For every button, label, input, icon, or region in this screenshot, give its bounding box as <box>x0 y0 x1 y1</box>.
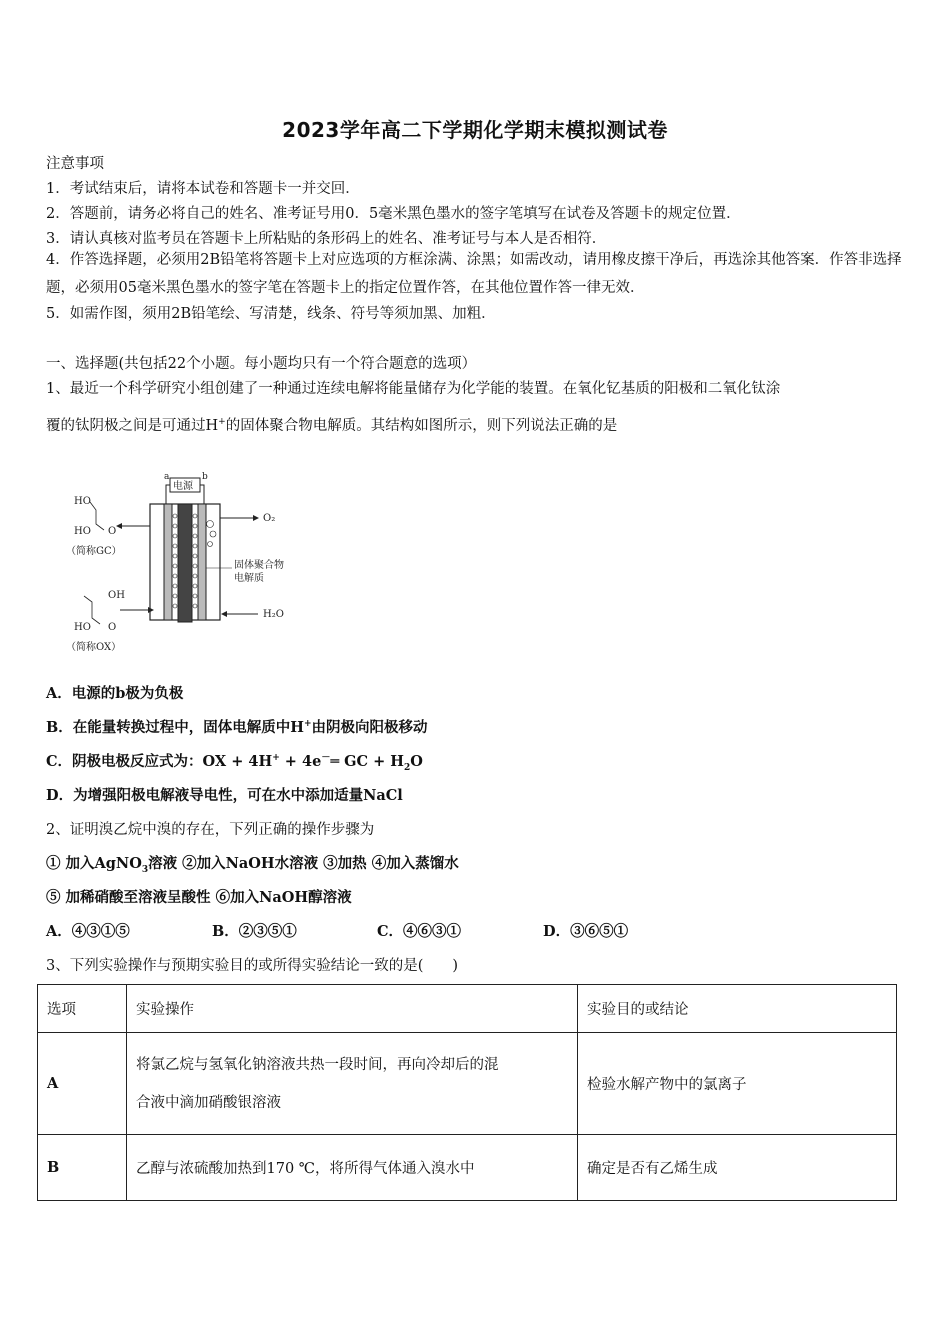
q2-option-d: D．③⑥⑤① <box>543 923 629 940</box>
q1-option-b: B．在能量转换过程中，固体电解质中H+由阴极向阳极移动 <box>46 719 428 736</box>
o2-label: O₂ <box>263 513 276 524</box>
ox-bonds <box>84 596 100 624</box>
q1-option-c: C．阴极电极反应式为：OX + 4H+ + 4e－═ GC + $H_2O$ <box>46 753 423 773</box>
q2-steps-line1: ① 加入AgNO$_3$溶液 ②加入NaOH水溶液 ③加热 ④加入蒸馏水 <box>46 855 459 875</box>
q1-stem-line1: 1、最近一个科学研究小组创建了一种通过连续电解将能量储存为化学能的装置。在氧化钇基质的阳极和二氧化钛涂 <box>46 381 781 397</box>
anode <box>198 504 206 620</box>
cathode <box>164 504 172 620</box>
row-a-result: 检验水解产物中的氯离子 <box>578 1033 897 1135</box>
h2o-label: H₂O <box>263 609 284 620</box>
row-b-option: B <box>38 1135 127 1201</box>
section-heading: 一、选择题(共包括22个小题。每小题均只有一个符合题意的选项） <box>46 356 477 372</box>
notice-item-3: 3．请认真核对监考员在答题卡上所粘贴的条形码上的姓名、准考证号与本人是否相符． <box>46 231 607 247</box>
q3-stem: 3、下列实验操作与预期实验目的或所得实验结论一致的是( ) <box>46 958 459 974</box>
membrane <box>178 504 192 622</box>
header-option: 选项 <box>38 985 127 1033</box>
electrolyte-label-2: 电解质 <box>234 573 264 584</box>
ox-oh-label: OH <box>108 590 125 601</box>
gc-ho-label: HO <box>74 496 91 507</box>
q2-option-a: A．④③①⑤ <box>46 923 130 940</box>
q2-option-c: C．④⑥③① <box>377 923 462 940</box>
table-row <box>38 1033 897 1135</box>
table-row <box>38 1135 897 1201</box>
row-b-result: 确定是否有乙烯生成 <box>578 1135 897 1201</box>
ox-ho-label: HO <box>74 622 91 633</box>
q1-option-d: D．为增强阳极电解液导电性，可在水中添加适量NaCl <box>46 787 403 804</box>
notice-item-1: 1．考试结束后，请将本试卷和答题卡一并交回． <box>46 181 360 197</box>
gc-ho2-label: HO <box>74 526 91 537</box>
ox-o-label: O <box>108 622 117 633</box>
power-label: 电源 <box>173 481 193 492</box>
notice-heading: 注意事项 <box>46 156 104 172</box>
page-title: 2023学年高二下学期化学期末模拟测试卷 <box>282 118 668 142</box>
q2-steps-line2: ⑤ 加稀硝酸至溶液呈酸性 ⑥加入NaOH醇溶液 <box>46 889 352 906</box>
wire-b <box>200 485 204 504</box>
ox-name: （简称OX） <box>66 642 122 653</box>
electrolysis-diagram <box>60 468 310 658</box>
wire-a <box>166 485 170 504</box>
gc-o-label: O <box>108 526 117 537</box>
electrolyte-label-1: 固体聚合物 <box>234 560 284 571</box>
q2-stem: 2、证明溴乙烷中溴的存在，下列正确的操作步骤为 <box>46 822 375 838</box>
row-b-operation: 乙醇与浓硫酸加热到170 ℃，将所得气体通入溴水中 <box>127 1135 578 1201</box>
row-a-option: A <box>38 1033 127 1135</box>
q1-option-a: A．电源的b极为负极 <box>46 685 184 702</box>
header-operation: 实验操作 <box>127 985 578 1033</box>
experiment-table <box>37 984 897 1201</box>
gc-bonds <box>90 502 104 530</box>
header-result: 实验目的或结论 <box>578 985 897 1033</box>
notice-item-5: 5．如需作图，须用2B铅笔绘、写清楚，线条、符号等须加黑、加粗． <box>46 306 496 322</box>
q1-stem-line2: 覆的钛阴极之间是可通过H+的固体聚合物电解质。其结构如图所示，则下列说法正确的是 <box>46 417 618 434</box>
q2-option-b: B．②③⑤① <box>212 923 297 940</box>
terminal-a-label: a <box>164 472 170 482</box>
row-a-operation: 将氯乙烷与氢氧化钠溶液共热一段时间，再向冷却后的混 合液中滴加硝酸银溶液 <box>127 1033 578 1135</box>
table-header-row <box>38 985 897 1033</box>
gc-name: （简称GC） <box>66 546 122 557</box>
notice-item-2: 2．答题前，请务必将自己的姓名、准考证号用0．5毫米黑色墨水的签字笔填写在试卷及答题卡的规定位置． <box>46 206 741 222</box>
notice-item-4: 4．作答选择题，必须用2B铅笔将答题卡上对应选项的方框涂满、涂黑；如需改动，请用橡皮擦干净后，再选涂其他答案．作答非选择题，必须用05毫米黑色墨水的签字笔在答题卡上的指定位置作答，在其他位置作答一律无效． <box>46 252 902 296</box>
terminal-b-label: b <box>202 472 208 482</box>
